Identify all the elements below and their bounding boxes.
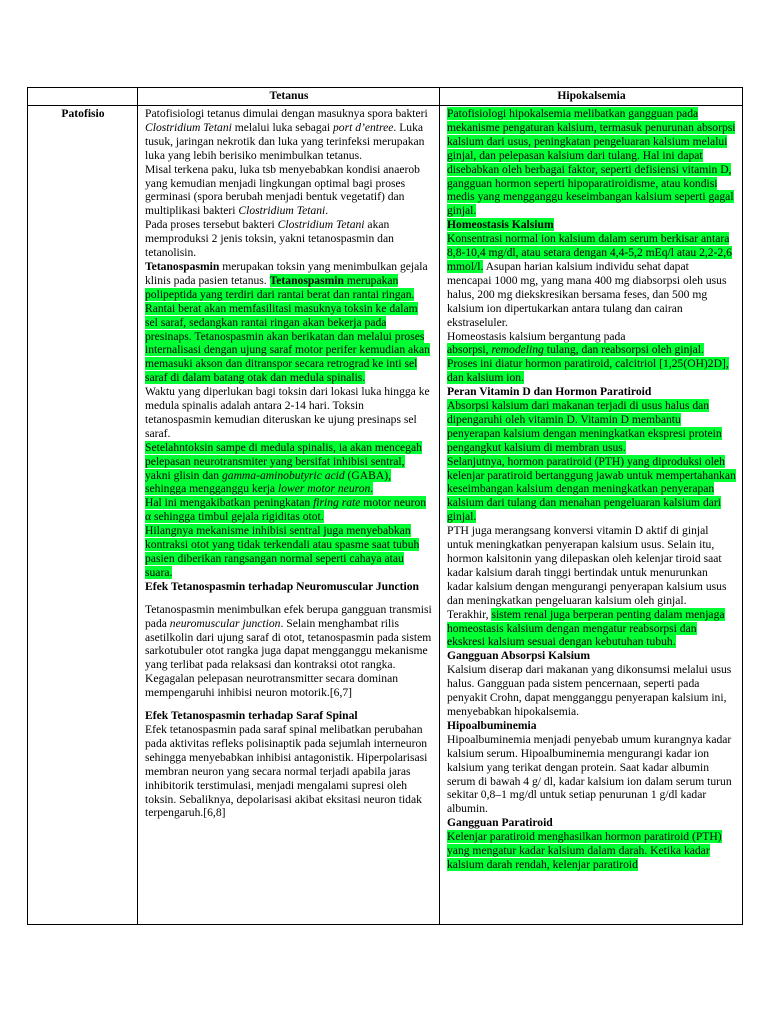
- tetanus-paragraph-highlighted: Setelahntoksin sampe di medula spinalis, ia akan mencegah pelepasan neurotransmiter yang bersifat inhibisi sentral, yakni glisin dan gamma-aminobutyric acid (GABA), sehingga mengganggu kerja lower motor neuron.: [145, 440, 422, 496]
- tetanus-paragraph: Pada proses tersebut bakteri Clostridium Tetani akan memproduksi 2 jenis toksin, yakni tetanospasmin dan tetanolisin.: [145, 218, 394, 260]
- comparison-table: [27, 87, 743, 925]
- tetanus-heading: Efek Tetanospasmin terhadap Neuromuscular Junction: [145, 579, 420, 593]
- header-empty: [28, 88, 138, 106]
- hipokalsemia-heading: Hipoalbuminemia: [447, 718, 537, 732]
- hipokalsemia-paragraph-highlighted: Patofisiologi hipokalsemia melibatkan gangguan pada mekanisme pengaturan kalsium, termasuk penurunan absorpsi kalsium dari usus, peningkatan pengeluaran kalsium melalui ginjal, dan pelepasan kalsium dari tulang. Hal ini dapat disebabkan oleh berbagai faktor, seperti defisiensi vitamin D, gangguan hormon seperti hipoparatiroidisme, atau kondisi medis yang mengganggu keseimbangan kalsium seperti gagal ginjal.: [447, 107, 736, 218]
- tetanus-paragraph: Waktu yang diperlukan bagi toksin dari lokasi luka hingga ke medula spinalis adalah antara 2-14 hari. Toksin tetanospasmin kemudian diteruskan ke ujung presinaps sel saraf.: [145, 385, 430, 440]
- hipokalsemia-paragraph: PTH juga merangsang konversi vitamin D aktif di ginjal untuk meningkatkan penyerapan kalsium usus. Selain itu, hormon kalsitonin yang dilepaskan oleh kelenjar tiroid saat kadar kalsium darah tinggi bertindak untuk menurunkan kadar kalsium dengan mengurangi penyerapan kalsium usus dan meningkatkan pengeluaran kalsium oleh ginjal.: [447, 524, 727, 607]
- tetanus-paragraph: Tetanospasmin menimbulkan efek berupa gangguan transmisi pada neuromuscular junction. Selain menghambat rilis asetilkolin dari ujung saraf di otot, tetanospasmin pada sistem sarkotubuler otot rangka juga dapat mengganggu mekanisme yang terlibat pada relaksasi dan kontraksi otot rangka. Kegagalan pelepasan neurotransmitter secara dominan mempengaruhi inhibisi neuron motorik.[6,7]: [145, 602, 432, 700]
- hipokalsemia-heading: Gangguan Paratiroid: [447, 816, 553, 830]
- tetanus-paragraph: Efek tetanospasmin pada saraf spinal melibatkan perubahan pada aktivitas refleks polisinaptik pada sejumlah interneuron sehingga menyebabkan inhibisi antagonistik. Hiperpolarisasi membran neuron yang secara normal terjadi apabila jaras inhibitorik terstimulasi, menjadi mengalami supresi oleh toksin. Sebaliknya, depolarisasi akibat eksitasi neuron tidak terpengaruh.[6,8]: [145, 722, 428, 820]
- hipokalsemia-paragraph-highlighted: Kelenjar paratiroid menghasilkan hormon paratiroid (PTH) yang mengatur kadar kalsium dalam darah. Ketika kadar kalsium darah rendah, kelenjar paratiroid: [447, 830, 722, 871]
- hipokalsemia-paragraph: Homeostasis kalsium bergantung pada absorpsi, remodeling tulang, dan reabsorpsi oleh ginjal. Proses ini diatur hormon paratiroid, calcitriol [1,25(OH)2D], dan kalsium ion.: [447, 329, 729, 385]
- tetanus-heading: Efek Tetanospasmin terhadap Saraf Spinal: [145, 709, 358, 723]
- hipokalsemia-paragraph: Hipoalbuminemia menjadi penyebab umum kurangnya kadar kalsium serum. Hipoalbuminemia mengurangi kadar ion kalsium yang terikat dengan protein. Saat kadar albumin serum di bawah 4 g/ dl, kadar kalsium ion dalam serum turun sekitar 0,8–1 mg/dl untuk setiap penurunan 1 g/dl kadar albumin.: [447, 732, 732, 816]
- tetanus-paragraph: Tetanospasmin merupakan toksin yang menimbulkan gejala klinis pada pasien tetanus. Tetanospasmin merupakan polipeptida yang terdiri dari rantai berat dan rantai ringan.: [145, 259, 428, 301]
- header-row: [28, 88, 743, 106]
- tetanus-paragraph-highlighted: Hilangnya mekanisme inhibisi sentral juga menyebabkan kontraksi otot yang tidak terkendali atau spasme saat tubuh pasien diberikan rangsangan normal seperti cahaya atau suara.: [145, 524, 420, 579]
- tetanus-paragraph: Misal terkena paku, luka tsb menyebabkan kondisi anaerob yang kemudian menjadi lingkungan optimal bagi proses germinasi (spora berubah menjadi bentuk vegetatif) dan multiplikasi bakteri Clostridium Tetani.: [145, 162, 420, 218]
- hipokalsemia-heading: Homeostasis Kalsium: [447, 218, 554, 232]
- hipokalsemia-paragraph-highlighted: Selanjutnya, hormon paratiroid (PTH) yang diproduksi oleh kelenjar paratiroid bertanggung jawab untuk mempertahankan keseimbangan kalsium dengan meningkatkan penyerapan kalsium dari tulang dan menahan pengeluaran kalsium dari ginjal.: [447, 454, 736, 524]
- hipokalsemia-heading: Peran Vitamin D dan Hormon Paratiroid: [447, 385, 652, 399]
- row-label: Patofisio: [28, 106, 138, 925]
- header-hipokalsemia: Hipokalsemia: [440, 88, 743, 106]
- hipokalsemia-cell: [440, 106, 743, 925]
- tetanus-paragraph-highlighted: Hal ini mengakibatkan peningkatan firing rate motor neuron α sehingga timbul gejala rigiditas otot.: [145, 496, 427, 524]
- hipokalsemia-paragraph: Konsentrasi normal ion kalsium dalam serum berkisar antara 8,8-10,4 mg/dl, atau setara dengan 4,4-5,2 mEq/l atau 2,2-2,6 mmol/l. Asupan harian kalsium individu sehat dapat mencapai 1000 mg, yang mana 400 mg diabsorpsi oleh usus halus, 200 mg diekskresikan bersama feses, dan 500 mg kalsium ion dipertukarkan antara tulang dan cairan ekstraseluler.: [447, 232, 732, 329]
- tetanus-paragraph: Patofisiologi tetanus dimulai dengan masuknya spora bakteri Clostridium Tetani melalui luka sebagai port d’entree. Luka tusuk, jaringan nekrotik dan luka yang terinfeksi merupakan luka yang lebih berisiko menimbulkan tetanus.: [145, 107, 428, 162]
- hipokalsemia-paragraph: Kalsium diserap dari makanan yang dikonsumsi melalui usus halus. Gangguan pada sistem pencernaan, seperti pada penyakit Crohn, dapat mengganggu penyerapan kalsium ini, menyebabkan hipokalsemia.: [447, 663, 732, 718]
- tetanus-paragraph-highlighted: Rantai berat akan memfasilitasi masuknya toksin ke dalam sel saraf, sedangkan rantai ringan akan bekerja pada presinaps. Tetanospasmin akan berikatan dan melalui proses internalisasi dengan ujung saraf motor perifer kemudian akan memasuki akson dan ditranspor secara retrograd ke inti sel saraf di dalam batang otak dan medula spinalis.: [145, 301, 430, 385]
- hipokalsemia-heading: Gangguan Absorpsi Kalsium: [447, 649, 591, 663]
- patofisio-row: [28, 106, 743, 925]
- hipokalsemia-paragraph-highlighted: Absorpsi kalsium dari makanan terjadi di usus halus dan dipengaruhi oleh vitamin D. Vitamin D membantu penyerapan kalsium dengan meningkatkan ekspresi protein pengangkut kalsium di membran usus.: [447, 399, 722, 454]
- hipokalsemia-paragraph: Terakhir, sistem renal juga berperan penting dalam menjaga homeostasis kalsium dengan mengatur reabsorpsi dan ekskresi kalsium sesuai dengan kebutuhan tubuh.: [447, 607, 725, 649]
- header-tetanus: Tetanus: [138, 88, 440, 106]
- tetanus-cell: [138, 106, 440, 925]
